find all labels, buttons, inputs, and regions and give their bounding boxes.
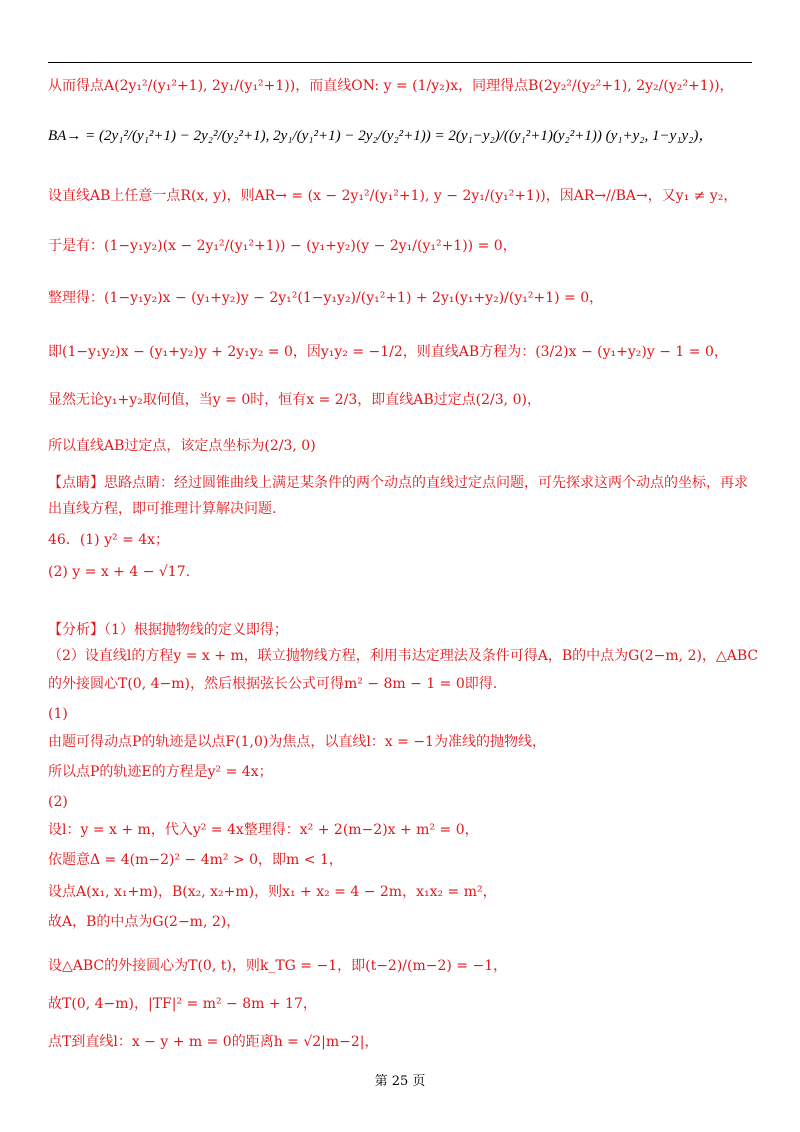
- solution-line-3: 设l：y = x + m，代入y² = 4x整理得：x² + 2(m−2)x + m² = 0，: [48, 822, 479, 838]
- solution-line-4: 依题意Δ = 4(m−2)² − 4m² > 0，即m < 1，: [48, 852, 343, 868]
- answer-46-part1: 46．(1) y² = 4x；: [48, 532, 170, 548]
- text-line-8: 所以直线AB过定点，该定点坐标为(2/3, 0): [48, 438, 316, 454]
- solution-line-9: 点T到直线l：x − y + m = 0的距离h = √2|m−2|，: [48, 1034, 379, 1050]
- part-1-label: (1): [48, 706, 68, 722]
- page-number: 第 25 页: [374, 1074, 426, 1089]
- solution-line-5: 设点A(x₁, x₁+m)，B(x₂, x₂+m)，则x₁ + x₂ = 4 − 2m，x₁x₂ = m²，: [48, 884, 497, 900]
- text-line-4: 于是有：(1−y₁y₂)(x − 2y₁²/(y₁²+1)) − (y₁+y₂)(y − 2y₁/(y₁²+1)) = 0，: [48, 238, 517, 254]
- analysis-heading: 【分析】（1）根据抛物线的定义即得；: [48, 622, 288, 638]
- part-2-label: (2): [48, 794, 68, 810]
- header-rule: [48, 62, 752, 63]
- text-line-5: 整理得：(1−y₁y₂)x − (y₁+y₂)y − 2y₁²(1−y₁y₂)/(y₁²+1) + 2y₁(y₁+y₂)/(y₁²+1) = 0，: [48, 290, 604, 306]
- analysis-line-2: （2）设直线l的方程y = x + m，联立抛物线方程，利用韦达定理法及条件可得A，B的中点为G(2−m, 2)，△ABC: [48, 648, 759, 664]
- text-line-1: 从而得点A(2y₁²/(y₁²+1), 2y₁/(y₁²+1))，而直线ON: y = (1/y₂)x，同理得点B(2y₂²/(y₂²+1), 2y₂/(y₂²+1))，: [48, 78, 734, 94]
- answer-46-part2: (2) y = x + 4 − √17.: [48, 564, 191, 580]
- solution-line-6: 故A，B的中点为G(2−m, 2)，: [48, 914, 241, 930]
- analysis-line-3: 的外接圆心T(0, 4−m)，然后根据弦长公式可得m² − 8m − 1 = 0即得.: [48, 676, 498, 692]
- solution-line-2: 所以点P的轨迹E的方程是y² = 4x；: [48, 764, 273, 780]
- remark-paragraph: 【点睛】思路点睛：经过圆锥曲线上满足某条件的两个动点的直线过定点问题，可先探求这两个动点的坐标，再求出直线方程，即可推理计算解决问题.: [48, 475, 748, 517]
- solution-line-7: 设△ABC的外接圆心为T(0, t)，则k_TG = −1，即(t−2)/(m−2) = −1，: [48, 958, 508, 974]
- text-line-6: 即(1−y₁y₂)x − (y₁+y₂)y + 2y₁y₂ = 0，因y₁y₂ = −1/2，则直线AB方程为：(3/2)x − (y₁+y₂)y − 1 = 0，: [48, 344, 728, 360]
- text-line-2: BA→ = (2y₁²/(y₁²+1) − 2y₂²/(y₂²+1), 2y₁/(y₁²+1) − 2y₂/(y₂²+1)) = 2(y₁−y₂)/((y₁²+1)(y₂²+1)) (y₁+y₂, 1−y₁y₂)，: [48, 128, 714, 144]
- solution-line-1: 由题可得动点P的轨迹是以点F(1,0)为焦点，以直线l：x = −1为准线的抛物线，: [48, 734, 546, 750]
- solution-line-8: 故T(0, 4−m)，|TF|² = m² − 8m + 17，: [48, 996, 317, 1012]
- text-line-7: 显然无论y₁+y₂取何值，当y = 0时，恒有x = 2/3，即直线AB过定点(2/3, 0)，: [48, 392, 541, 408]
- text-line-3: 设直线AB上任意一点R(x, y)，则AR→ = (x − 2y₁²/(y₁²+1), y − 2y₁/(y₁²+1))，因AR→//BA→，又y₁ ≠ y₂，: [48, 188, 738, 204]
